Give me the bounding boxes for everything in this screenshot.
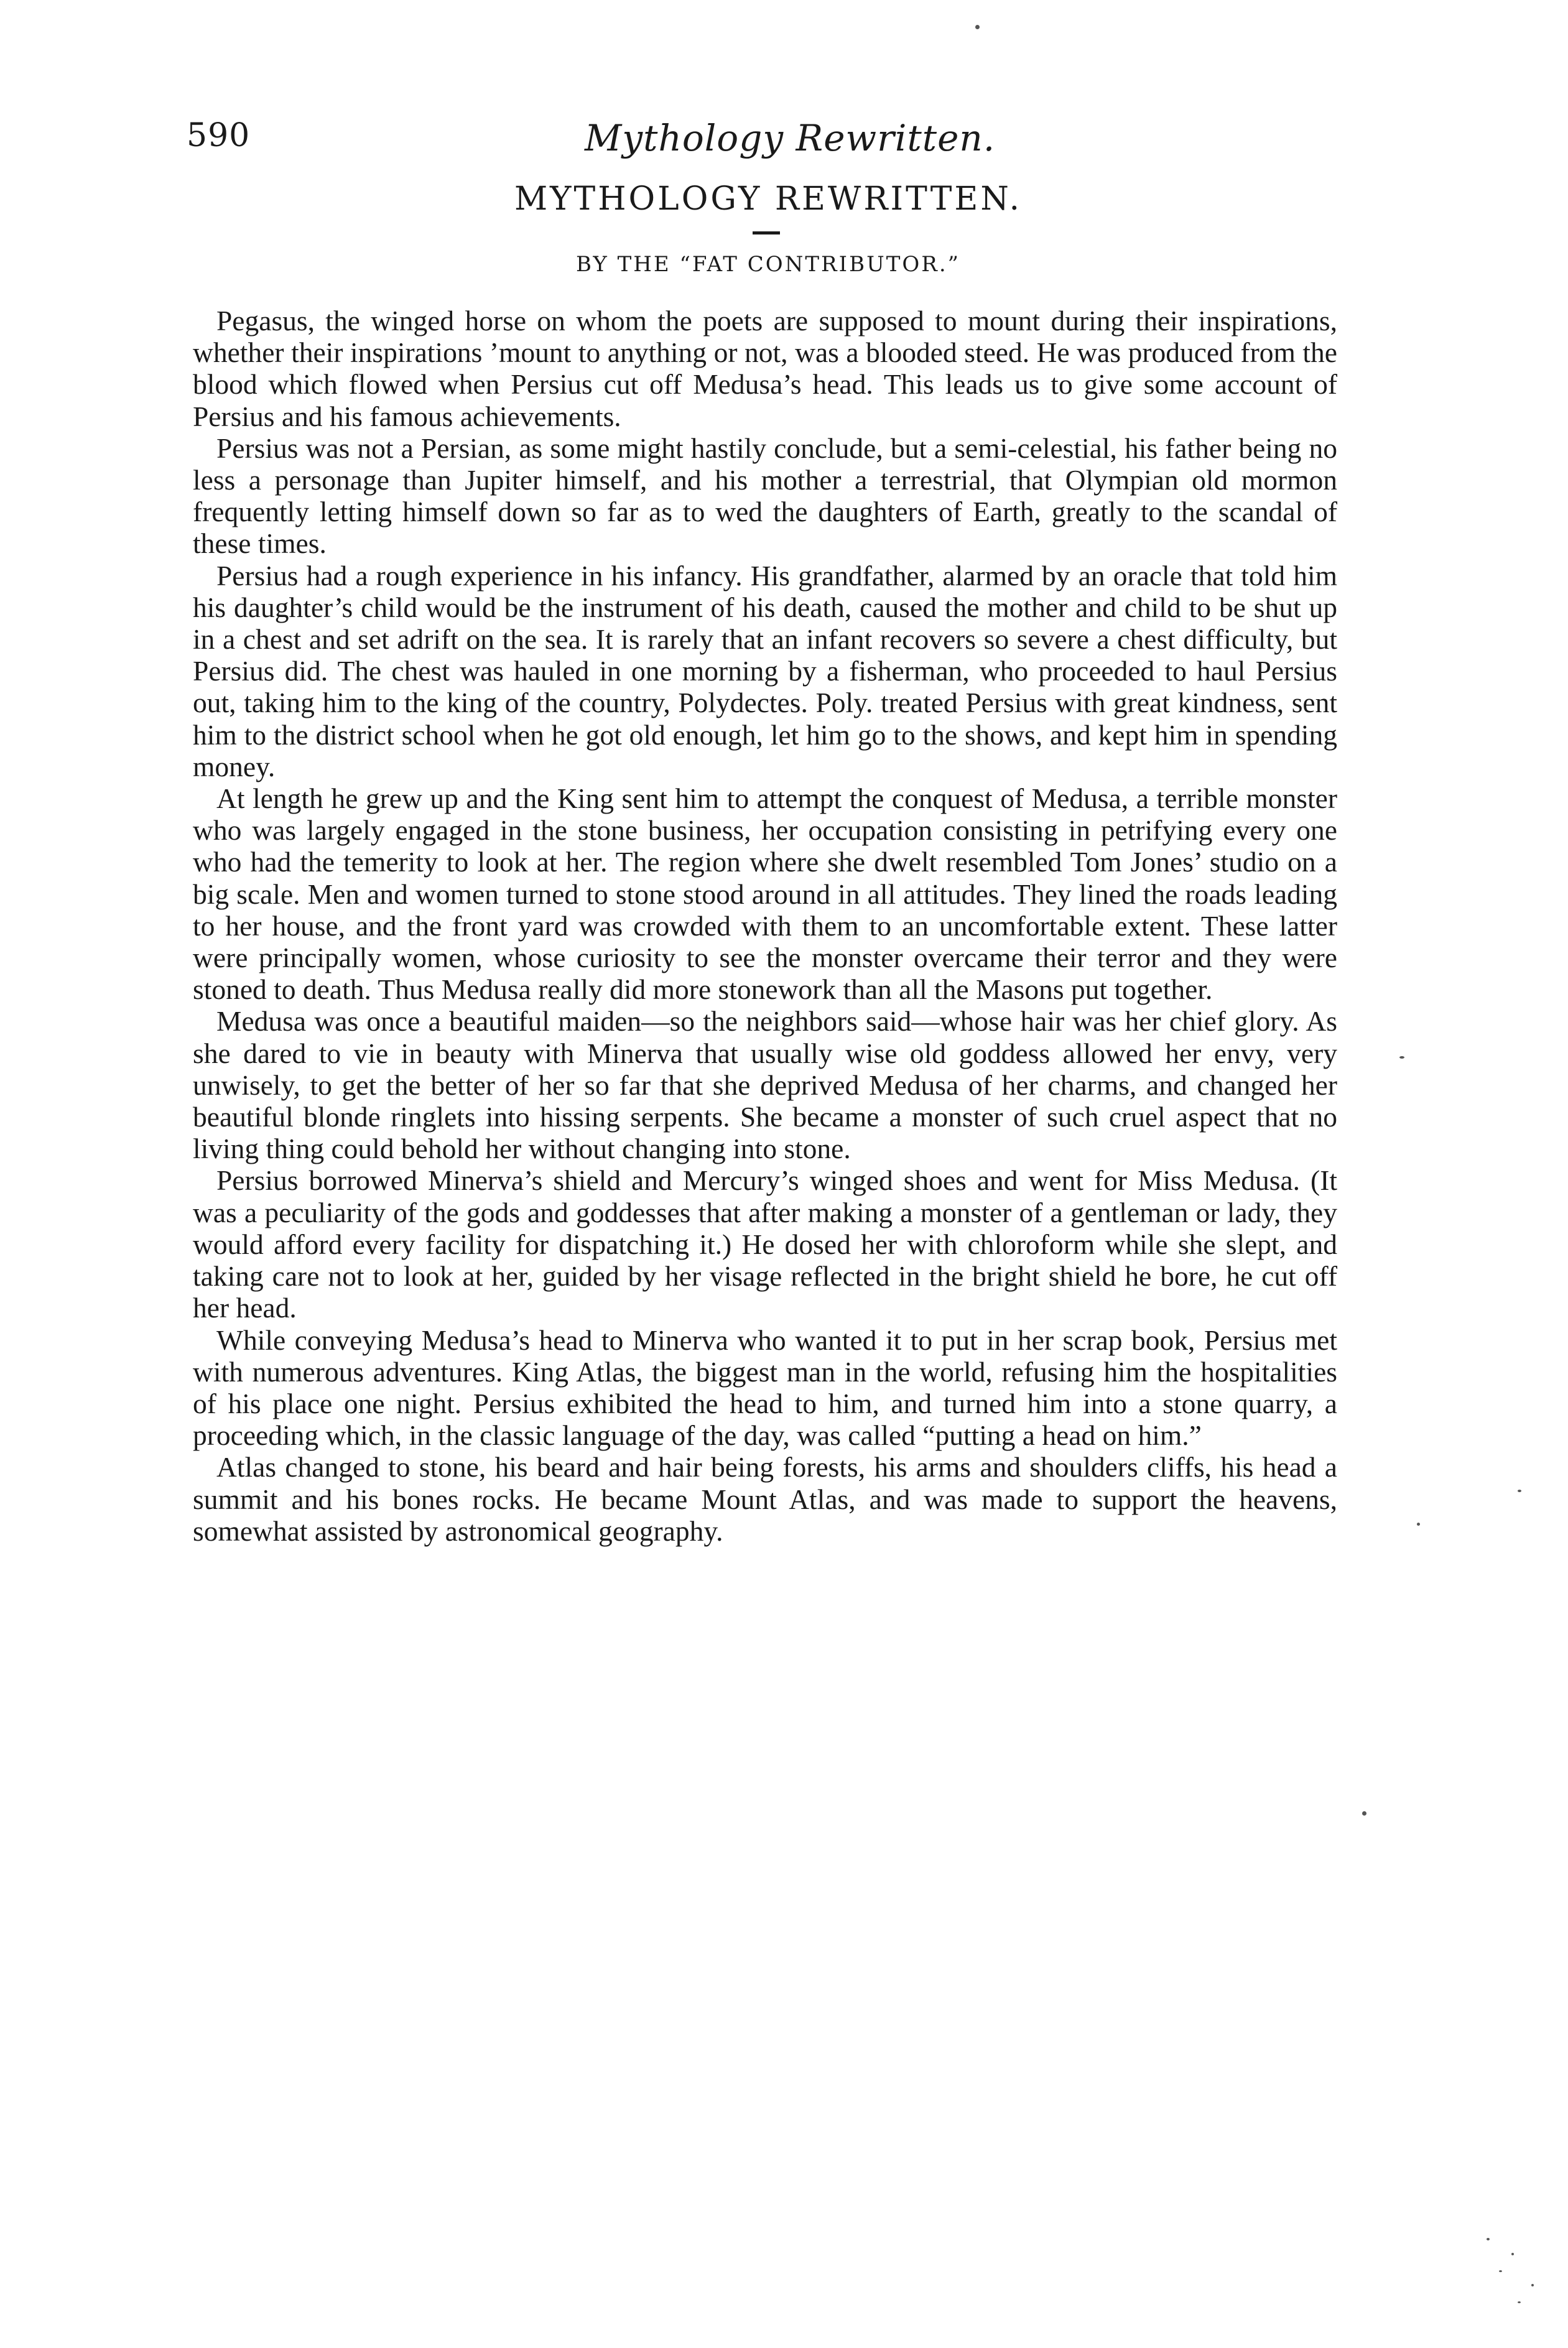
scan-speck [1487,2238,1490,2240]
scan-speck [1518,1490,1521,1492]
paragraph: Persius had a rough experience in his infancy. His grandfather, alarmed by an oracle that told him his daughter’s child would be the instrument of his death, caused the mother and child to be shut up in a chest and set adrift on the sea. It is rarely that an infant recovers so severe a chest difficulty, but Persius did. The chest was hauled in one morning by a fisherman, who proceeded to haul Persius out, taking him to the king of the country, Polydectes. Poly. treated Persius with great kindness, sent him to the district school when he got old enough, let him go to the shows, and kept him in spending money. [193,559,1337,782]
scan-speck [1417,1523,1420,1526]
article-byline: BY THE “FAT CONTRIBUTOR.” [575,252,961,277]
paragraph: Pegasus, the winged horse on whom the poets are supposed to mount during their inspirations, whether their inspirations ’mount to anything or not, was a blooded steed. He was produced from the blood which flowed when Persius cut off Medusa’s head. This leads us to give some account of Persius and his famous achievements. [193,305,1337,432]
title-rule [753,231,780,234]
paragraph: Persius borrowed Minerva’s shield and Mercury’s winged shoes and went for Miss Medusa. (It was a peculiarity of the gods and goddesses that after making a monster of a gentleman or lady, they would afford every facility for dispatching it.) He dosed her with chloroform while she slept, and taking care not to look at her, guided by her visage reflected in the bright shield he bore, he cut off her head. [193,1164,1337,1324]
scan-speck [1518,2301,1521,2303]
scan-speck [1399,1056,1404,1059]
running-header [187,117,1343,167]
running-title: Mythology Rewritten. [585,117,996,159]
scan-speck [1511,2253,1514,2255]
paragraph: At length he grew up and the King sent him to attempt the conquest of Medusa, a terrible monster who was largely engaged in the stone business, her occupation consisting in petrifying every one who had the temerity to look at her. The region where she dwelt resembled Tom Jones’ studio on a big scale. Men and women turned to stone stood around in all attitudes. They lined the roads leading to her house, and the front yard was crowded with them to an uncomfortable extent. These latter were principally women, whose curiosity to see the monster overcame their terror and they were stoned to death. Thus Medusa really did more stonework than all the Masons put together. [193,782,1337,1006]
scan-speck [975,25,980,29]
paragraph: Atlas changed to stone, his beard and hair being forests, his arms and shoulders cliffs, his head a summit and his bones rocks. He became Mount Atlas, and was made to support the heavens, somewhat assisted by astronomical geography. [193,1451,1337,1547]
paragraph: Medusa was once a beautiful maiden—so the neighbors said—whose hair was her chief glory. As she dared to vie in beauty with Minerva that usually wise old goddess allowed her envy, very unwisely, to get the better of her so far that she deprived Medusa of her charms, and changed her beautiful blonde ringlets into hissing serpents. She became a monster of such cruel aspect that no living thing could behold her without changing into stone. [193,1005,1337,1165]
paragraph: Persius was not a Persian, as some might hastily conclude, but a semi-celestial, his father being no less a personage than Jupiter himself, and his mother a terrestrial, that Olympian old mormon frequently letting himself down so far as to wed the daughters of Earth, greatly to the scandal of these times. [193,432,1337,560]
page-number: 590 [187,117,251,154]
paragraph: While conveying Medusa’s head to Minerva who wanted it to put in her scrap book, Persius met with numerous adventures. King Atlas, the biggest man in the world, refusing him the hospitalities of his place one night. Persius exhibited the head to him, and turned him into a stone quarry, a proceeding which, in the classic language of the day, was called “putting a head on him.” [193,1324,1337,1452]
scan-speck [1362,1811,1366,1816]
scan-speck [1531,2284,1534,2286]
article-body [193,305,1337,1547]
scan-speck [1499,2270,1502,2272]
article-title: MYTHOLOGY REWRITTEN. [514,180,1023,218]
